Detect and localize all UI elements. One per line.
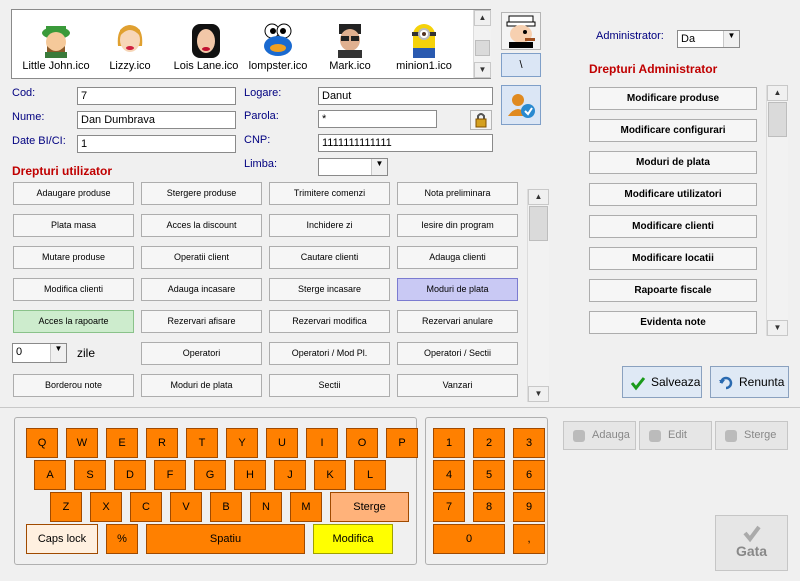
days-value: 0	[16, 346, 23, 358]
avatar-list[interactable]	[11, 9, 491, 79]
avatar-label: lompster.ico	[248, 60, 308, 72]
bi-label: Date BI/CI:	[12, 135, 66, 147]
avatar-icon	[407, 22, 441, 58]
keyboard-key[interactable]: G	[194, 460, 226, 490]
numpad-key[interactable]: 1	[433, 428, 465, 458]
keyboard-key[interactable]: N	[250, 492, 282, 522]
space-key[interactable]: Spatiu	[146, 524, 305, 554]
cod-label: Cod:	[12, 87, 36, 99]
modifica-key[interactable]: Modifica	[313, 524, 393, 554]
user-rights-scrollbar[interactable]	[527, 189, 549, 402]
keyboard-key[interactable]: K	[314, 460, 346, 490]
keyboard-key[interactable]: A	[34, 460, 66, 490]
add-label: Adauga	[592, 429, 630, 441]
scroll-down-icon[interactable]: ▼	[767, 320, 788, 336]
keyboard-key[interactable]: O	[346, 428, 378, 458]
add-icon	[572, 429, 586, 443]
user-right-button[interactable]: Operatori	[141, 342, 262, 365]
keyboard-key[interactable]: P	[386, 428, 418, 458]
user-right-button[interactable]: Borderou note	[13, 374, 134, 397]
avatar-icon	[113, 22, 147, 58]
numpad-key[interactable]: 4	[433, 460, 465, 490]
user-rights-title: Drepturi utilizator	[12, 164, 113, 178]
user-right-button[interactable]: Nota preliminara	[397, 182, 518, 205]
admin-right-button[interactable]: Modificare produse	[589, 87, 757, 110]
limba-select[interactable]	[318, 158, 388, 176]
avatar-label: Mark.ico	[329, 60, 371, 72]
user-right-button[interactable]: Operatori / Sectii	[397, 342, 518, 365]
cancel-label: Renunta	[739, 375, 785, 389]
checkmark-icon	[630, 375, 646, 391]
avatar-icon	[261, 22, 295, 58]
numpad-key[interactable]: 2	[473, 428, 505, 458]
user-right-button[interactable]: Adaugare produse	[13, 182, 134, 205]
user-right-button[interactable]: Rezervari modifica	[269, 310, 390, 333]
keyboard-key[interactable]: C	[130, 492, 162, 522]
avatar-label: Lois Lane.ico	[173, 60, 239, 72]
avatar-item[interactable]	[314, 22, 386, 72]
user-right-button[interactable]: Cautare clienti	[269, 246, 390, 269]
user-avatar-icon	[502, 86, 540, 124]
avatar-icon	[39, 22, 73, 58]
keyboard-key[interactable]: J	[274, 460, 306, 490]
backspace-key[interactable]: Sterge	[330, 492, 409, 522]
caps-lock-key[interactable]: Caps lock	[26, 524, 98, 554]
avatar-icon	[189, 22, 223, 58]
avatar-label: Little John.ico	[22, 60, 90, 72]
checkmark-icon	[742, 523, 762, 543]
divider	[0, 407, 800, 408]
avatar-item[interactable]	[242, 22, 314, 72]
user-right-button[interactable]: Rezervari afisare	[141, 310, 262, 333]
edit-label: Edit	[668, 429, 687, 441]
administrator-select[interactable]	[677, 30, 740, 48]
scroll-down-icon[interactable]: ▼	[528, 386, 549, 402]
days-label: zile	[77, 346, 96, 360]
scroll-up-icon[interactable]: ▲	[474, 10, 491, 26]
keyboard-key[interactable]: Y	[226, 428, 258, 458]
avatar-item[interactable]	[94, 22, 166, 72]
keyboard-key[interactable]: S	[74, 460, 106, 490]
user-right-button[interactable]: Vanzari	[397, 374, 518, 397]
numpad-key-0[interactable]: 0	[433, 524, 505, 554]
add-button[interactable]	[563, 421, 636, 450]
keyboard-key[interactable]: X	[90, 492, 122, 522]
keyboard-key[interactable]: Z	[50, 492, 82, 522]
avatar-item[interactable]	[388, 22, 460, 72]
days-select[interactable]	[12, 343, 67, 363]
keyboard-key[interactable]: Q	[26, 428, 58, 458]
backslash-button[interactable]: \	[501, 53, 541, 77]
keyboard-key[interactable]: T	[186, 428, 218, 458]
lock-button[interactable]	[470, 110, 492, 130]
keyboard-key[interactable]: F	[154, 460, 186, 490]
user-right-button[interactable]: Acces la discount	[141, 214, 262, 237]
chevron-down-icon[interactable]: ▼	[371, 159, 387, 175]
limba-label: Limba:	[244, 158, 278, 170]
user-right-button[interactable]: Mutare produse	[13, 246, 134, 269]
delete-label: Sterge	[744, 429, 777, 441]
parola-input[interactable]: *	[318, 110, 437, 128]
user-right-button[interactable]: Operatii client	[141, 246, 262, 269]
numpad-key[interactable]: 6	[513, 460, 545, 490]
keyboard-key[interactable]: R	[146, 428, 178, 458]
user-right-button[interactable]: Iesire din program	[397, 214, 518, 237]
parola-label: Parola:	[244, 110, 279, 122]
chevron-down-icon[interactable]: ▼	[723, 31, 739, 47]
admin-right-button[interactable]: Evidenta note	[589, 311, 757, 334]
user-right-button[interactable]: Inchidere zi	[269, 214, 390, 237]
edit-button[interactable]	[639, 421, 712, 450]
user-right-button[interactable]: Moduri de plata	[397, 278, 518, 301]
avatar-preview-button[interactable]	[501, 12, 541, 50]
keyboard-key[interactable]: D	[114, 460, 146, 490]
scroll-down-icon[interactable]: ▼	[474, 62, 491, 78]
admin-rights-scrollbar[interactable]	[766, 85, 788, 336]
keyboard-key[interactable]: W	[66, 428, 98, 458]
numpad-key[interactable]: 5	[473, 460, 505, 490]
scroll-thumb[interactable]	[768, 102, 787, 137]
cnp-input[interactable]: 1111111111111	[318, 134, 493, 152]
cod-input[interactable]: 7	[77, 87, 236, 105]
user-right-button[interactable]: Sterge incasare	[269, 278, 390, 301]
keyboard-key[interactable]: B	[210, 492, 242, 522]
user-right-button[interactable]: Acces la rapoarte	[13, 310, 134, 333]
scroll-thumb[interactable]	[475, 40, 490, 56]
keyboard-key[interactable]: L	[354, 460, 386, 490]
administrator-label: Administrator:	[596, 30, 664, 42]
admin-right-button[interactable]: Moduri de plata	[589, 151, 757, 174]
done-label: Gata	[735, 543, 768, 559]
cancel-button[interactable]	[710, 366, 789, 398]
bi-input[interactable]: 1	[77, 135, 236, 153]
nume-label: Nume:	[12, 111, 45, 123]
logare-label: Logare:	[244, 87, 282, 99]
admin-right-button[interactable]: Modificare locatii	[589, 247, 757, 270]
popeye-icon	[503, 14, 539, 48]
numpad-key[interactable]: 7	[433, 492, 465, 522]
keyboard-key[interactable]: I	[306, 428, 338, 458]
admin-rights-title: Drepturi Administrator	[589, 62, 718, 76]
admin-right-button[interactable]: Rapoarte fiscale	[589, 279, 757, 302]
user-right-button[interactable]: Rezervari anulare	[397, 310, 518, 333]
keyboard-key[interactable]: M	[290, 492, 322, 522]
user-right-button[interactable]: Plata masa	[13, 214, 134, 237]
delete-button[interactable]	[715, 421, 788, 450]
user-right-button[interactable]: Moduri de plata	[141, 374, 262, 397]
user-photo-button[interactable]	[501, 85, 541, 125]
numpad-key[interactable]: 8	[473, 492, 505, 522]
user-right-button[interactable]: Trimitere comenzi	[269, 182, 390, 205]
numpad-key[interactable]: 9	[513, 492, 545, 522]
scroll-up-icon[interactable]: ▲	[528, 189, 549, 205]
done-button[interactable]	[715, 515, 788, 571]
avatar-item[interactable]	[170, 22, 242, 72]
delete-icon	[724, 429, 738, 443]
numpad-key[interactable]: 3	[513, 428, 545, 458]
edit-icon	[648, 429, 662, 443]
user-right-button[interactable]: Stergere produse	[141, 182, 262, 205]
admin-right-button[interactable]: Modificare clienti	[589, 215, 757, 238]
percent-key[interactable]: %	[106, 524, 138, 554]
logare-input[interactable]: Danut	[318, 87, 493, 105]
keyboard-key[interactable]: V	[170, 492, 202, 522]
save-button[interactable]	[622, 366, 702, 398]
user-right-button[interactable]: Adauga clienti	[397, 246, 518, 269]
user-right-button[interactable]: Modifica clienti	[13, 278, 134, 301]
user-right-button[interactable]: Sectii	[269, 374, 390, 397]
scroll-thumb[interactable]	[529, 206, 548, 241]
undo-icon	[718, 375, 734, 391]
keyboard-key[interactable]: E	[106, 428, 138, 458]
keyboard-key[interactable]: U	[266, 428, 298, 458]
admin-right-button[interactable]: Modificare utilizatori	[589, 183, 757, 206]
keyboard-key[interactable]: H	[234, 460, 266, 490]
avatar-icon	[333, 22, 367, 58]
save-label: Salveaza	[651, 375, 701, 389]
admin-right-button[interactable]: Modificare configurari	[589, 119, 757, 142]
avatar-scrollbar[interactable]	[473, 10, 491, 78]
nume-input[interactable]: Dan Dumbrava	[77, 111, 236, 129]
numpad-key-comma[interactable]: ,	[513, 524, 545, 554]
avatar-item[interactable]	[20, 22, 92, 72]
user-right-button[interactable]: Adauga incasare	[141, 278, 262, 301]
administrator-value: Da	[681, 33, 696, 45]
avatar-label: Lizzy.ico	[109, 60, 151, 72]
user-right-button[interactable]: Operatori / Mod Pl.	[269, 342, 390, 365]
avatar-label: minion1.ico	[396, 60, 452, 72]
cnp-label: CNP:	[244, 134, 271, 146]
lock-icon	[471, 111, 491, 129]
chevron-down-icon[interactable]: ▼	[50, 344, 66, 362]
scroll-up-icon[interactable]: ▲	[767, 85, 788, 101]
